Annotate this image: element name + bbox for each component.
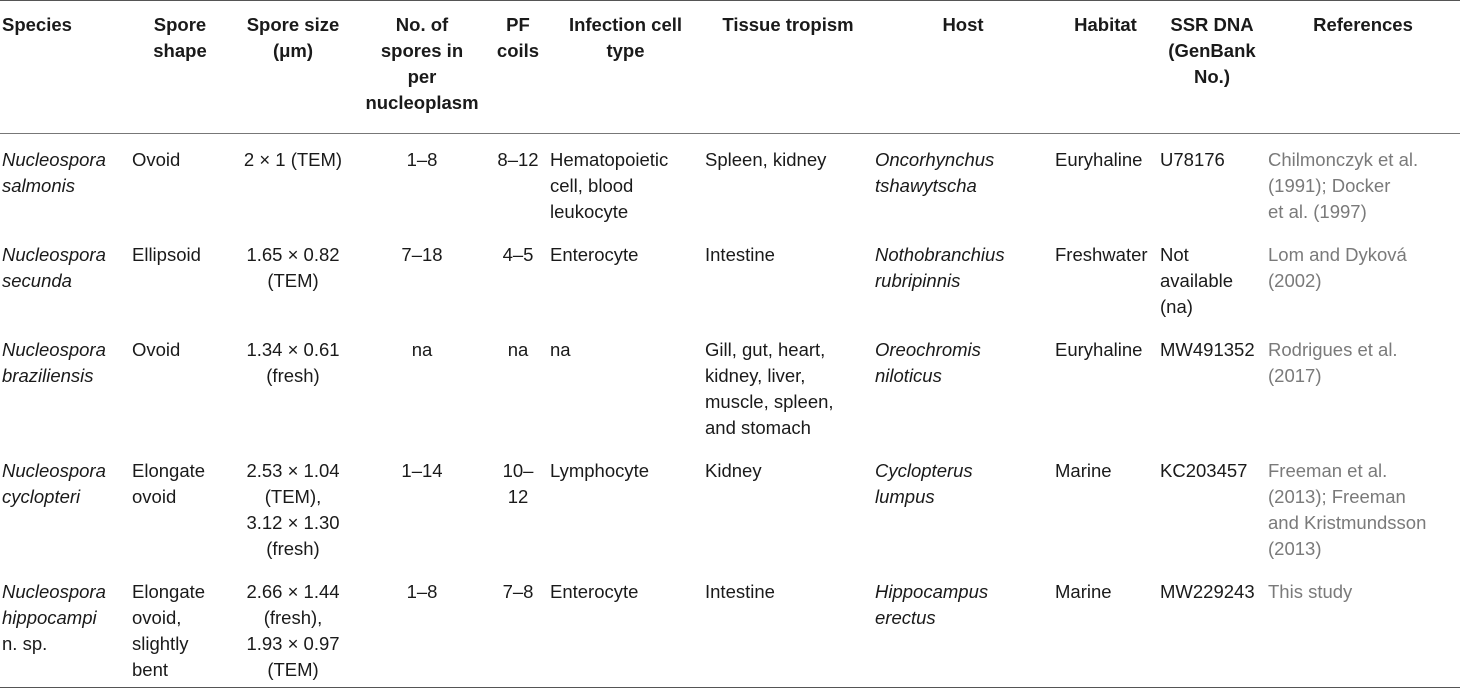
cell-text: Lom and Dyková: [1268, 244, 1407, 265]
cell-spore-size: [230, 324, 356, 445]
cell-text: (2013); Freeman: [1268, 486, 1406, 507]
cell-text: Hematopoietic: [550, 149, 669, 170]
cell-references: [1266, 134, 1460, 230]
cell-tissue-tropism: [703, 229, 873, 324]
cell-ssr-dna: [1158, 445, 1266, 566]
cell-text: Lymphocyte: [550, 460, 650, 481]
cell-species: [0, 134, 130, 230]
cell-text: and Kristmundsson: [1268, 512, 1427, 533]
cell-text: slightly: [132, 633, 189, 654]
cell-text: tshawytscha: [875, 175, 977, 196]
cell-text: na: [550, 339, 571, 360]
cell-text: cyclopteri: [2, 486, 81, 507]
cell-text: 3.12 × 1.30: [246, 512, 340, 533]
cell-habitat: [1053, 134, 1158, 230]
header-text: SSR DNA: [1170, 14, 1254, 35]
cell-text: 1–8: [406, 149, 438, 170]
cell-text: 1–14: [401, 460, 443, 481]
header-spores-per-nucleoplasm: [356, 1, 488, 134]
cell-spore-shape: [130, 324, 230, 445]
cell-text: ovoid,: [132, 607, 182, 628]
cell-infection-cell-type: [548, 134, 703, 230]
header-text: Spore: [153, 14, 207, 35]
cell-text: (2013): [1268, 538, 1322, 559]
cell-text: (TEM),: [264, 486, 322, 507]
cell-text: Nothobranchius: [875, 244, 1005, 265]
cell-spore-size: [230, 229, 356, 324]
cell-tissue-tropism: [703, 134, 873, 230]
cell-text: Ellipsoid: [132, 244, 201, 265]
cell-text: Elongate: [132, 460, 206, 481]
cell-host: [873, 324, 1053, 445]
cell-host: [873, 134, 1053, 230]
cell-spores-per-nucleoplasm: [356, 445, 488, 566]
cell-text: KC203457: [1160, 460, 1248, 481]
cell-text: Kidney: [705, 460, 762, 481]
cell-text: This study: [1268, 581, 1353, 602]
header-text: nucleoplasm: [365, 92, 479, 113]
cell-spores-per-nucleoplasm: [356, 566, 488, 688]
header-text: per: [407, 66, 437, 87]
cell-text: Ovoid: [132, 149, 181, 170]
cell-text: 2.66 × 1.44: [246, 581, 340, 602]
cell-habitat: [1053, 229, 1158, 324]
header-text: coils: [496, 40, 540, 61]
cell-text: (1991); Docker: [1268, 175, 1391, 196]
header-text: shape: [153, 40, 207, 61]
header-text: Infection cell: [568, 14, 683, 35]
cell-text: Elongate: [132, 581, 206, 602]
cell-host: [873, 445, 1053, 566]
cell-spore-shape: [130, 134, 230, 230]
table-row: [0, 445, 1460, 566]
cell-text: Marine: [1055, 581, 1112, 602]
cell-pf-coils: [488, 445, 548, 566]
cell-text: bent: [132, 659, 169, 680]
cell-text: 7–18: [401, 244, 443, 265]
table-row: [0, 134, 1460, 230]
header-spore-size: [230, 1, 356, 134]
cell-text: 1–8: [406, 581, 438, 602]
cell-text: Ovoid: [132, 339, 181, 360]
cell-text: cell, blood: [550, 175, 634, 196]
header-species: [0, 1, 130, 134]
cell-text: 4–5: [502, 244, 534, 265]
cell-text: erectus: [875, 607, 936, 628]
cell-text: Hippocampus: [875, 581, 989, 602]
cell-references: [1266, 229, 1460, 324]
cell-spore-size: [230, 566, 356, 688]
cell-text: 8–12: [497, 149, 539, 170]
cell-text: 1.93 × 0.97: [246, 633, 340, 654]
header-infection-cell-type: [548, 1, 703, 134]
cell-ssr-dna: [1158, 229, 1266, 324]
header-text: References: [1313, 14, 1413, 35]
cell-text: 7–8: [502, 581, 534, 602]
cell-text: Euryhaline: [1055, 149, 1143, 170]
header-habitat: [1053, 1, 1158, 134]
cell-text: (2017): [1268, 365, 1322, 386]
cell-text: lumpus: [875, 486, 935, 507]
cell-text: Nucleospora: [2, 244, 106, 265]
cell-text: Rodrigues et al.: [1268, 339, 1398, 360]
cell-text: Nucleospora: [2, 149, 106, 170]
cell-habitat: [1053, 324, 1158, 445]
cell-text: U78176: [1160, 149, 1225, 170]
cell-text: 10–: [502, 460, 534, 481]
cell-text: ovoid: [132, 486, 177, 507]
header-host: [873, 1, 1053, 134]
header-ssr-dna: [1158, 1, 1266, 134]
cell-text: kidney, liver,: [705, 365, 806, 386]
cell-text: Oncorhynchus: [875, 149, 995, 170]
cell-text: (fresh): [266, 538, 320, 559]
cell-text: Freshwater: [1055, 244, 1148, 265]
cell-text: (TEM): [267, 659, 319, 680]
cell-pf-coils: [488, 566, 548, 688]
cell-infection-cell-type: [548, 566, 703, 688]
cell-pf-coils: [488, 229, 548, 324]
cell-text: and stomach: [705, 417, 811, 438]
cell-spores-per-nucleoplasm: [356, 134, 488, 230]
cell-infection-cell-type: [548, 229, 703, 324]
cell-text: Enterocyte: [550, 244, 639, 265]
cell-tissue-tropism: [703, 445, 873, 566]
cell-infection-cell-type: [548, 445, 703, 566]
cell-host: [873, 566, 1053, 688]
table-row: [0, 229, 1460, 324]
header-tissue-tropism: [703, 1, 873, 134]
cell-species: [0, 566, 130, 688]
header-text: Species: [2, 14, 72, 35]
header-text: (μm): [272, 40, 314, 61]
cell-pf-coils: [488, 134, 548, 230]
cell-references: [1266, 324, 1460, 445]
cell-text: salmonis: [2, 175, 75, 196]
cell-text: (TEM): [267, 270, 319, 291]
cell-text: 2.53 × 1.04: [246, 460, 340, 481]
cell-text: 1.65 × 0.82: [246, 244, 340, 265]
cell-text: Gill, gut, heart,: [705, 339, 826, 360]
cell-host: [873, 229, 1053, 324]
cell-text: Marine: [1055, 460, 1112, 481]
cell-infection-cell-type: [548, 324, 703, 445]
cell-species: [0, 229, 130, 324]
cell-text: Intestine: [705, 581, 775, 602]
cell-text: et al. (1997): [1268, 201, 1367, 222]
cell-species: [0, 445, 130, 566]
cell-text: MW229243: [1160, 581, 1255, 602]
cell-text: braziliensis: [2, 365, 94, 386]
cell-spore-shape: [130, 445, 230, 566]
cell-text: Nucleospora: [2, 460, 106, 481]
cell-text: 1.34 × 0.61: [246, 339, 340, 360]
header-text: (GenBank: [1168, 40, 1256, 61]
header-references: [1266, 1, 1460, 134]
cell-text: na: [507, 339, 529, 360]
cell-spore-shape: [130, 566, 230, 688]
header-row: [0, 1, 1460, 134]
cell-text: Euryhaline: [1055, 339, 1143, 360]
cell-text: Not: [1160, 244, 1189, 265]
cell-text: Nucleospora: [2, 339, 106, 360]
cell-text: Oreochromis: [875, 339, 981, 360]
header-text: No.): [1194, 66, 1230, 87]
header-text: Spore size: [246, 14, 340, 35]
cell-text: secunda: [2, 270, 72, 291]
header-text: Habitat: [1074, 14, 1137, 35]
cell-pf-coils: [488, 324, 548, 445]
cell-tissue-tropism: [703, 566, 873, 688]
cell-text: Freeman et al.: [1268, 460, 1388, 481]
cell-text: n. sp.: [2, 633, 48, 654]
header-text: Host: [942, 14, 984, 35]
table-body: [0, 134, 1460, 688]
cell-text: Nucleospora: [2, 581, 106, 602]
header-spore-shape: [130, 1, 230, 134]
cell-text: hippocampi: [2, 607, 97, 628]
cell-text: (fresh): [266, 365, 320, 386]
cell-text: rubripinnis: [875, 270, 961, 291]
cell-species: [0, 324, 130, 445]
cell-habitat: [1053, 566, 1158, 688]
header-text: No. of: [395, 14, 449, 35]
cell-ssr-dna: [1158, 566, 1266, 688]
cell-text: (fresh),: [263, 607, 323, 628]
header-text: Tissue tropism: [722, 14, 854, 35]
cell-habitat: [1053, 445, 1158, 566]
cell-text: muscle, spleen,: [705, 391, 834, 412]
cell-text: 12: [507, 486, 529, 507]
cell-references: [1266, 445, 1460, 566]
cell-text: niloticus: [875, 365, 942, 386]
cell-text: Enterocyte: [550, 581, 639, 602]
header-text: PF: [506, 14, 530, 35]
cell-text: Cyclopterus: [875, 460, 973, 481]
cell-spore-size: [230, 445, 356, 566]
table-row: [0, 324, 1460, 445]
cell-text: Chilmonczyk et al.: [1268, 149, 1419, 170]
cell-spore-shape: [130, 229, 230, 324]
cell-text: leukocyte: [550, 201, 629, 222]
cell-text: (2002): [1268, 270, 1322, 291]
header-text: spores in: [380, 40, 464, 61]
cell-text: available: [1160, 270, 1234, 291]
cell-references: [1266, 566, 1460, 688]
cell-ssr-dna: [1158, 324, 1266, 445]
cell-text: 2 × 1 (TEM): [243, 149, 343, 170]
cell-spores-per-nucleoplasm: [356, 229, 488, 324]
header-pf-coils: [488, 1, 548, 134]
table-header: [0, 1, 1460, 134]
cell-text: Intestine: [705, 244, 775, 265]
header-text: type: [606, 40, 645, 61]
cell-spores-per-nucleoplasm: [356, 324, 488, 445]
cell-text: Spleen, kidney: [705, 149, 827, 170]
cell-ssr-dna: [1158, 134, 1266, 230]
cell-tissue-tropism: [703, 324, 873, 445]
cell-text: na: [411, 339, 433, 360]
table-row: [0, 566, 1460, 688]
cell-spore-size: [230, 134, 356, 230]
cell-text: MW491352: [1160, 339, 1255, 360]
cell-text: (na): [1160, 296, 1193, 317]
